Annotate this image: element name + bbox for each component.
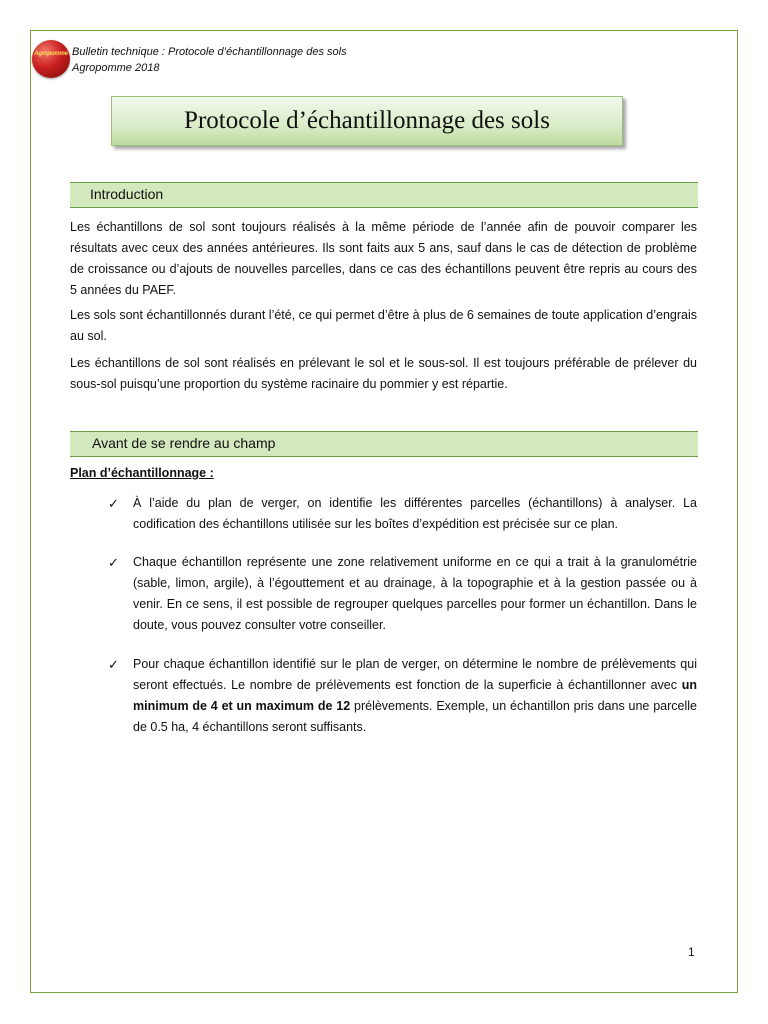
intro-paragraph-3: Les échantillons de sol sont réalisés en prélevant le sol et le sous-sol. Il est toujours préférable de prélever du sous-sol puisqu’une proportion du système racinaire du pommier y est répartie. bbox=[70, 356, 697, 391]
bullet-text-part: Pour chaque échantillon identifié sur le plan de verger, on détermine le nombre de prélèvements qui seront effectués. Le nombre de prélèvements est fonction de la superficie à échantillonner avec bbox=[133, 657, 697, 692]
section-heading-avant bbox=[70, 431, 698, 457]
plan-subheading: Plan d’échantillonnage : bbox=[70, 466, 214, 480]
bullet-text: À l’aide du plan de verger, on identifie les différentes parcelles (échantillons) à analyser. La codification des échantillons utilisée sur les boîtes d’expédition est précisée sur ce plan. bbox=[133, 496, 697, 531]
checkmark-icon: ✓ bbox=[108, 555, 119, 570]
intro-paragraph-1: Les échantillons de sol sont toujours réalisés à la même période de l’année afin de pouvoir comparer les résultats avec ceux des années antérieures. Ils sont faits aux 5 ans, sauf dans le cas de détection de problème de croissance ou d’ajouts de nouvelles parcelles, dans ce cas des échantillons peuvent être repris au cours des 5 années du PAEF. bbox=[70, 220, 697, 297]
bullet-item-3 bbox=[108, 654, 697, 738]
section-heading-text: Avant de se rendre au champ bbox=[92, 435, 276, 451]
checkmark-icon: ✓ bbox=[108, 657, 119, 672]
header-bulletin-line: Bulletin technique : Protocole d’échantillonnage des sols bbox=[72, 46, 347, 58]
bullet-text bbox=[133, 654, 697, 738]
header-year-line: Agropomme 2018 bbox=[72, 62, 160, 74]
bullet-text-part: prélèvements. Exemple, un échantillon pris dans une parcelle de 0.5 ha, 4 échantillons seront suffisants. bbox=[133, 699, 697, 734]
checkmark-icon: ✓ bbox=[108, 496, 119, 511]
agropomme-logo bbox=[32, 40, 70, 78]
section-heading-text: Introduction bbox=[90, 186, 164, 202]
bullet-item-2 bbox=[108, 552, 697, 636]
bullet-text: Chaque échantillon représente une zone relativement uniforme en ce qui a trait à la granulométrie (sable, limon, argile), à l’égouttement et au drainage, à la topographie et à la gestion passée ou à venir. En ce sens, il est possible de regrouper quelques parcelles pour former un échantillon. Dans le doute, vous pouvez consulter votre conseiller. bbox=[133, 555, 697, 632]
logo-text: Agropomme bbox=[34, 51, 68, 57]
intro-paragraph-2: Les sols sont échantillonnés durant l’été, ce qui permet d’être à plus de 6 semaines de toute application d’engrais au sol. bbox=[70, 308, 697, 343]
document-title-box bbox=[111, 96, 623, 146]
section-heading-introduction bbox=[70, 182, 698, 208]
page-number: 1 bbox=[688, 945, 695, 959]
bullet-item-1 bbox=[108, 493, 697, 535]
bullet-text-bold: un minimum de 4 et un maximum de 12 bbox=[133, 678, 697, 713]
document-title: Protocole d’échantillonnage des sols bbox=[184, 107, 550, 134]
